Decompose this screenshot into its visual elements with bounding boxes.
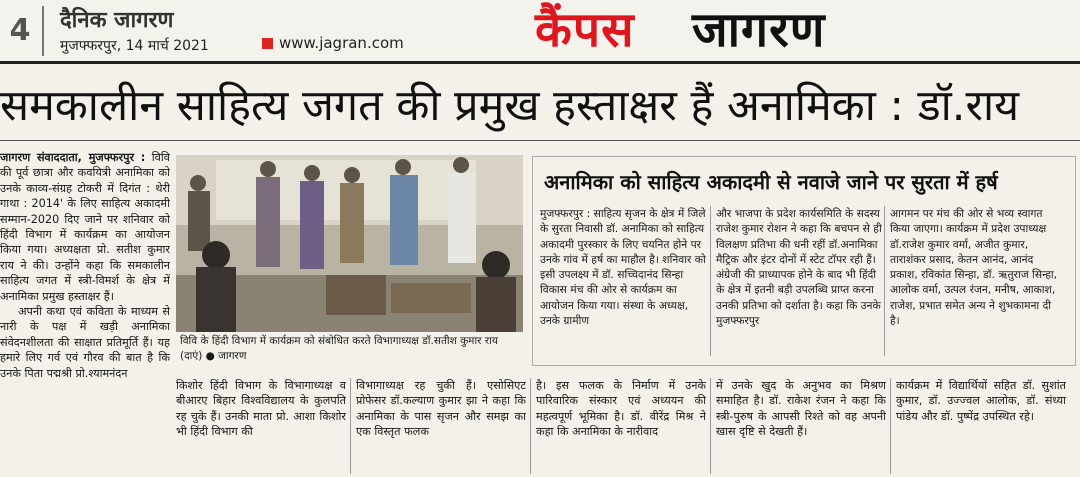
photo-caption: विवि के हिंदी विभाग में कार्यक्रम को संबोधित करते विभागाध्यक्ष डॉ.सतीश कुमार राय (दाएं) ● जागरण [176, 332, 523, 368]
left-column-text-2: अपनी कथा एवं कविता के माध्यम से नारी के पक्ष में खड़ी अनामिका संवेदनशीलता की साक्षात प्रतिमूर्ति हैं। यह हमारे लिए गर्व एवं गौरव की बात है कि उनके पिता पद्मश्री प्रो.श्यामनंदन [0, 305, 170, 380]
sub-article-column-3: आगमन पर मंच की ओर से भव्य स्वागत किया जाएगा। कार्यक्रम में प्रदेश उपाध्यक्ष डॉ.राजेश कुमार वर्मा, अजीत कुमार, ताराशंकर प्रसाद, केतन आनंद, आनंद प्रकाश, रविकांत सिन्हा, डॉ. ऋतुराज सिन्हा, आलोक वर्मा, उत्पल रंजन, मनीष, आकाश, राजेश, प्रभात समेत अन्य ने शुभकामना दी है। [890, 207, 1058, 328]
bottom-column-4: में उनके खुद के अनुभव का मिश्रण समाहित है। डॉ. राकेश रंजन ने कहा कि स्त्री-पुरुष के आपसी रिश्ते को वह अपनी खास दृष्टि से देखती हैं। [716, 379, 886, 439]
newspaper-brand: दैनिक जागरण [60, 8, 174, 33]
column-divider [710, 378, 711, 474]
website-text: www.jagran.com [279, 34, 404, 52]
section-title-red: कैंपस [535, 2, 635, 58]
event-photo [176, 155, 523, 332]
column-divider [890, 378, 891, 474]
website-link[interactable] [262, 34, 404, 52]
page-number: 4 [9, 13, 31, 48]
left-article-column [0, 150, 170, 477]
sub-article-headline: अनामिका को साहित्य अकादमी से नवाजे जाने पर सुरता में हर्ष [544, 170, 998, 194]
headline-rule [0, 140, 1080, 141]
column-divider [350, 378, 351, 474]
main-headline: समकालीन साहित्य जगत की प्रमुख हस्ताक्षर हैं अनामिका : डॉ.राय [0, 81, 1020, 131]
byline: जागरण संवाददाता, मुजफ्फरपुर : [0, 151, 146, 164]
left-column-text: विवि की पूर्व छात्रा और कवयित्री अनामिका को उनके काव्य-संग्रह टोकरी में दिगंत : थेरी गाथा : 2014' के लिए साहित्य अकादमी सम्मान-2020 दिए जाने पर शनिवार को हिंदी विभाग में कार्यक्रम का आयोजन किया गया। अध्यक्षता प्रो. सतीश कुमार राय ने की। उन्होंने कहा कि समकालीन साहित्य जगत में स्त्री-विमर्श के क्षेत्र में अनामिका प्रमुख हस्ताक्षर हैं। [0, 151, 170, 303]
jagran-logo-icon [262, 38, 273, 49]
bottom-column-3: है। इस फलक के निर्माण में उनके पारिवारिक संस्कार एवं अध्ययन की महत्वपूर्ण भूमिका है। डॉ. वीरेंद्र मिश्र ने कहा कि अनामिका के नारीवाद [536, 379, 706, 439]
bottom-column-5: कार्यक्रम में विद्यार्थियों सहित डॉ. सुशांत कुमार, डॉ. उज्ज्वल आलोक, डॉ. संध्या पांडेय और डॉ. पुष्पेंद्र उपस्थित रहे। [896, 379, 1066, 423]
section-title-black: जागरण [692, 2, 826, 58]
masthead-rule [0, 61, 1080, 64]
column-divider [530, 378, 531, 474]
dateline: मुजफ्फरपुर, 14 मार्च 2021 [60, 38, 209, 54]
bottom-column-2: विभागाध्यक्ष रह चुकी हैं। एसोसिएट प्रोफेसर डॉ.कल्याण कुमार झा ने कहा कि अनामिका के पास सृजन और समझ का एक विस्तृत फलक [356, 379, 526, 439]
sub-article-column-1: मुजफ्फरपुर : साहित्य सृजन के क्षेत्र में जिले के सुरता निवासी डॉ. अनामिका को साहित्य अकादमी पुरस्कार के लिए चयनित होने पर उनके गांव में हर्ष का माहौल है। शनिवार को इसी उपलक्ष्य में डॉ. सच्चिदानंद सिन्हा विकास मंच की ओर से कार्यक्रम का आयोजन किया गया। संस्था के अध्यक्ष, उनके ग्रामीण [540, 207, 706, 328]
masthead-divider [42, 6, 44, 56]
column-divider [884, 206, 885, 356]
bottom-column-1: किशोर हिंदी विभाग के विभागाध्यक्ष व बीआरए बिहार विश्वविद्यालय के कुलपति रह चुके हैं। उनकी माता प्रो. आशा किशोर भी हिंदी विभाग की [176, 379, 346, 439]
column-divider [710, 206, 711, 356]
sub-article-column-2: और भाजपा के प्रदेश कार्यसमिति के सदस्य राजेश कुमार रोशन ने कहा कि बचपन से ही विलक्षण प्रतिभा की धनी रहीं डॉ.अनामिका मैट्रिक और इंटर दोनों में स्टेट टॉपर रही हैं। अंग्रेजी की प्राध्यापक होने के बाद भी हिंदी के क्षेत्र में इतनी बड़ी उपलब्धि प्राप्त करना उनकी प्रतिभा को दर्शाता है। कहा कि उनके मुजफ्फरपुर [716, 207, 882, 328]
